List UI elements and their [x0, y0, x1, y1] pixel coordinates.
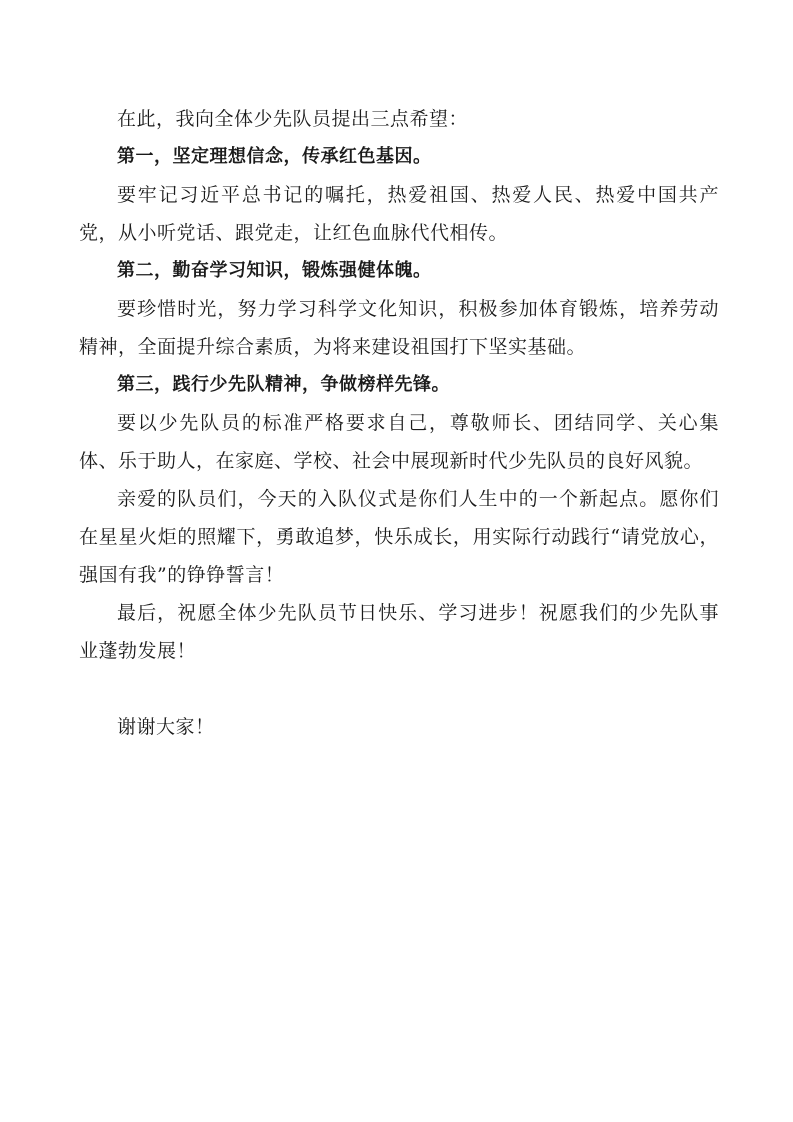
point-three-paragraph: 要以少先队员的标准严格要求自己，尊敬师长、团结同学、关心集体、乐于助人，在家庭、学校、社会中展现新时代少先队员的良好风貌。 — [79, 412, 719, 472]
point-three-heading: 第三，践行少先队精神，争做榜样先锋。 — [117, 374, 450, 395]
wishes-paragraph: 最后，祝愿全体少先队员节日快乐、学习进步！祝愿我们的少先队事业蓬勃发展！ — [79, 602, 719, 662]
closing-paragraph: 亲爱的队员们，今天的入队仪式是你们人生中的一个新起点。愿你们在星星火炬的照耀下，勇敢追梦，快乐成长，用实际行动践行“请党放心，强国有我”的铮铮誓言！ — [79, 488, 719, 586]
point-one-heading: 第一，坚定理想信念，传承红色基因。 — [117, 146, 432, 167]
blank-line — [79, 670, 719, 708]
point-one-paragraph: 要牢记习近平总书记的嘱托，热爱祖国、热爱人民、热爱中国共产党，从小听党话、跟党走，让红色血脉代代相传。 — [79, 184, 719, 244]
point-two-heading: 第二，勤奋学习知识，锻炼强健体魄。 — [117, 260, 432, 281]
point-two-paragraph: 要珍惜时光，努力学习科学文化知识，积极参加体育锻炼，培养劳动精神，全面提升综合素质，为将来建设祖国打下坚实基础。 — [79, 298, 719, 358]
thanks-line: 谢谢大家！ — [117, 716, 215, 738]
intro-paragraph: 在此，我向全体少先队员提出三点希望： — [117, 108, 469, 130]
document-body — [79, 100, 719, 746]
